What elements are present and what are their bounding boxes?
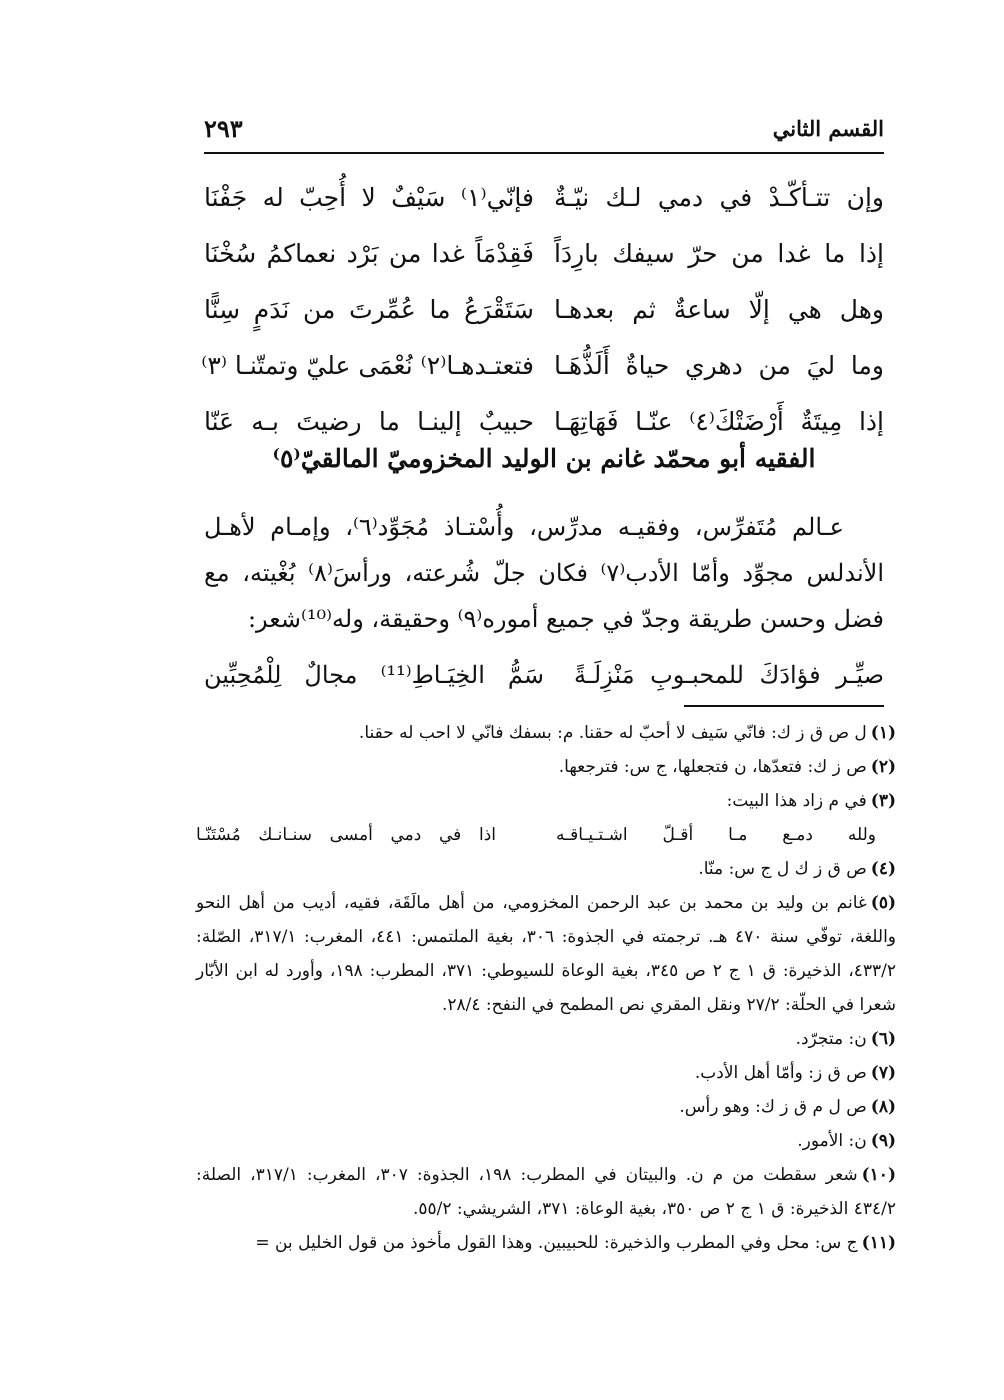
verse-second-hemistich: سَمُّ الخِيَـاطِ⁽¹¹⁾ مجالٌ لِلْمُحِبِّين [204,661,544,689]
footnote-text: ن: الأمور. [797,1131,867,1151]
verse-second-hemistich: فتعتـدهـا⁽٢⁾ نُعْمَى عليّ وتمتّنـا ⁽٣⁾ [201,351,534,380]
verse-first-hemistich: وما ليَ من دهري حياةٌ أَلَذُّهَـا [554,351,884,380]
footnote [196,886,896,1022]
verse-second-hemistich: حبيبٌ إلينـا ما رضيتَ بـه عَنّا [204,407,534,436]
footnote-text: غانم بن وليد بن محمد بن عبد الرحمن المخزومي، من أهل مالَقَة، فقيه، أديب من أهل النحو واللغة، توفّي سنة ٤٧٠ هـ. ترجمته في الجذوة: ٣٠٦، بغية الملتمس: ٤٤١، المغرب: ٣١٧/١، الصّلة: ٤٣٣/٢، الذخيرة: ق ١ ج ٢ ص ٣٤٥، بغية الوعاة للسيوطي: ٣٧١، المطرب: ١٩٨، وأورد له ابن الأبّار شعرا في الحلّة: ٢٧/٢ ونقل المقري نص المطمح في النفح: ٢٨/٤. [196,893,897,1015]
footnote-text: ص ل م ق ز ك: وهو رأس. [679,1097,867,1117]
verse [204,650,884,700]
footnote-number: (٩) [870,1131,896,1151]
paragraph-text: عـالم مُتَفرِّس، وفقيـه مدرِّس، وأُسْتـاذ مُجَوِّد⁽٦⁾، وإمـام لأهـل الأندلس مجوِّد وأمّا الأدب⁽٧⁾ فكان جلّ شُرعته، ورأسَ⁽٨⁾ بُغْيته، مع فضل وحسن طريقة وجدّ في جميع أموره⁽٩⁾ وحقيقة، وله⁽¹⁰⁾شعر: [204,513,884,633]
page-number: ٢٩٣ [204,114,243,143]
footnote-number: (١) [870,723,896,743]
verse-first-hemistich: وهل هي إلّا ساعةٌ ثم بعدهـا [554,295,884,324]
verse-first-hemistich: إذا مِيتَةٌ أَرْضَتْكَ⁽٤⁾ عنّـا فَهَاتِهَـا [554,407,884,436]
footnote-number: (٣) [870,791,896,811]
footnote-number: (٨) [870,1097,896,1117]
verse-second-hemistich: فإنّي⁽١⁾ سَيْفٌ لا أُحِبّ له جَفْنَا [204,183,534,212]
footnote-text: ص ق ز ك ل ج س: منّا. [698,859,867,879]
footnote-text: ص ق ز: وأمّا أهل الأدب. [694,1063,867,1083]
footnote-text: ج س: محل وفي المطرب والذخيرة: للحبيبين. وهذا القول مأخوذ من قول الخليل بن = [255,1233,858,1253]
verse [204,394,884,450]
verse [204,226,884,282]
footnote-text: ن: متجرّد. [795,1029,867,1049]
verse-first-hemistich: وإن تتـأكّـدْ في دمي لـك نيّـةٌ [554,183,884,212]
verse [204,170,884,226]
footnote-text: ص ز ك: فتعدّها، ن فتجعلها، ج س: فترجعها. [558,757,867,777]
footnote-number: (١١) [861,1233,896,1253]
verse [204,282,884,338]
verse-first-hemistich: صيِّـر فؤادَكَ للمحبـوبِ مَنْزِلَـةً [574,661,884,689]
footnote-number: (٢) [870,757,896,777]
footnote-number: (١٠) [861,1165,896,1185]
footnote-number: (٥) [870,893,896,913]
verse-first-hemistich: إذا ما غدا من حرّ سيفك بارِدَاً [554,239,884,268]
footnote [196,1056,896,1090]
footnote [196,716,896,750]
footnote-text: شعر سقطت من م ن. والبيتان في المطرب: ١٩٨، الجذوة: ٣٠٧، المغرب: ٣١٧/١، الصلة: ٤٣٤/٢ الذخيرة: ق ١ ج ٢ ص ٣٥٠، بغية الوعاة: ٣٧١، الشريشي: ٥٥/٢. [196,1165,896,1219]
quoted-verse-first-hemistich: ولله دمـع مـا أقـلّ اشـتـيـاقـه [556,825,876,845]
footnote-number: (٧) [870,1063,896,1083]
quoted-verse-second-hemistich: اذا في دمي أمسى سنـانـك مُسْتَنّـا [196,825,496,845]
footnote-number: (٦) [870,1029,896,1049]
entry-heading: الفقيه أبو محمّد غانم بن الوليد المخزوميّ المالقيّ⁽٥⁾ [272,444,816,473]
verse [201,338,884,394]
quoted-verse [196,818,896,852]
footnote [196,1090,896,1124]
verse-second-hemistich: سَتَقْرَعُ ما عُمِّرتَ من نَدَمٍ سِنًّا [204,295,534,324]
footnote [196,1124,896,1158]
prose-paragraph [204,504,884,642]
footnote-number: (٤) [870,859,896,879]
running-header [204,112,884,154]
footnote-text: في م زاد هذا البيت: [726,791,867,811]
footnote [196,1226,896,1260]
footnote [196,852,896,886]
footnote [196,1158,896,1226]
footnote [196,750,896,784]
footnote-text: ل ص ق ز ك: فانّي سَيف لا أحبّ له حقنا. م: بسفك فانّي لا احب له حقنا. [358,723,867,743]
verse-second-hemistich: فَقِدْمَاً غدا من بَرْد نعماكمُ سُخْنَا [204,239,534,268]
poem [201,170,884,450]
footnote-divider [684,705,884,707]
footnote [196,1022,896,1056]
footnote [196,784,896,818]
footnotes [196,716,896,1260]
section-title: القسم الثاني [772,116,884,141]
